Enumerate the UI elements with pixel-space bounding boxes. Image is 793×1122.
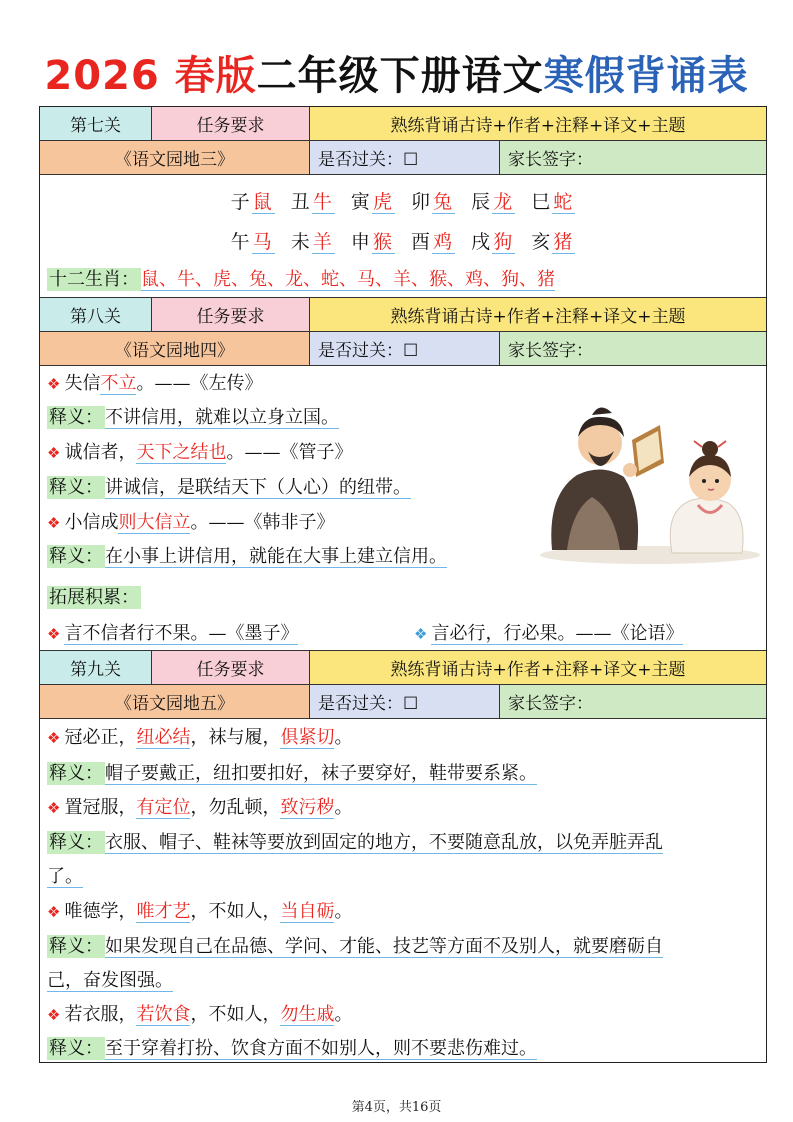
zodiac-row-1: 子鼠 丑牛 寅虎 卯兔 辰龙 巳蛇 xyxy=(230,191,575,213)
diamond-bullet-icon: ❖ xyxy=(414,625,428,643)
section-9-header xyxy=(40,650,766,685)
recitation-sheet xyxy=(39,106,767,1063)
quote-line: ❖ 置冠服，有定位，勿乱顿，致污秽。 xyxy=(47,797,353,818)
explanation-line-cont: 己，奋发图强。 xyxy=(47,970,173,991)
explanation-line: 释义： 如果发现自己在品德、学问、才能、技艺等方面不及别人，就要磨砺自 xyxy=(49,936,663,957)
explanation-line: 释义： 讲诚信，是联结天下（人心）的纽带。 xyxy=(49,477,411,498)
page-number: 第4页，共16页 xyxy=(351,1100,442,1115)
diamond-bullet-icon: ❖ xyxy=(47,1006,61,1024)
explanation-line: 释义： 衣服、帽子、鞋袜等要放到固定的地方，不要随意乱放，以免弄脏弄乱 xyxy=(49,832,663,853)
quote-line: ❖ 唯德学，唯才艺，不如人，当自砺。 xyxy=(47,901,353,922)
unit-name: 《语文园地五》 xyxy=(40,685,310,719)
diamond-bullet-icon: ❖ xyxy=(47,444,61,462)
section-9-info xyxy=(40,685,766,719)
level-label: 第七关 xyxy=(40,107,152,141)
section-7-header xyxy=(40,107,766,141)
section-7-info xyxy=(40,141,766,175)
diamond-bullet-icon: ❖ xyxy=(47,729,61,747)
explanation-line: 释义： 不讲信用，就难以立身立国。 xyxy=(49,407,339,428)
explanation-line-cont: 了。 xyxy=(47,866,83,887)
parent-signature[interactable]: 家长签字： xyxy=(500,332,766,366)
section-8-header xyxy=(40,297,766,332)
quote-line: ❖ 冠必正，纽必结，袜与履，俱紧切。 xyxy=(47,727,353,748)
explanation-line: 释义： 在小事上讲信用，就能在大事上建立信用。 xyxy=(49,546,447,567)
extension-quote: ❖ 言不信者行不果。—《墨子》 xyxy=(47,623,299,644)
section-8-info xyxy=(40,332,766,366)
level-label: 第九关 xyxy=(40,651,152,685)
task-label: 任务要求 xyxy=(152,107,310,141)
diamond-bullet-icon: ❖ xyxy=(47,903,61,921)
quote-line: ❖ 若衣服，若饮食，不如人，勿生戚。 xyxy=(47,1004,353,1025)
extension-label: 拓展积累： xyxy=(49,587,139,608)
diamond-bullet-icon: ❖ xyxy=(47,625,61,643)
diamond-bullet-icon: ❖ xyxy=(47,799,61,817)
quote-line: ❖ 失信不立。——《左传》 xyxy=(47,373,263,394)
zodiac-row-2: 午马 未羊 申猴 酉鸡 戌狗 亥猪 xyxy=(230,231,575,253)
diamond-bullet-icon: ❖ xyxy=(47,375,61,393)
diamond-bullet-icon: ❖ xyxy=(47,514,61,532)
parent-signature[interactable]: 家长签字： xyxy=(500,685,766,719)
zodiac-list: 十二生肖： 鼠、牛、虎、兔、龙、蛇、马、羊、猴、鸡、狗、猪 xyxy=(49,269,555,290)
requirement-text: 熟练背诵古诗+作者+注释+译文+主题 xyxy=(310,107,766,141)
page-title: 2026 春版二年级下册语文寒假背诵表 xyxy=(44,53,749,99)
unit-name: 《语文园地四》 xyxy=(40,332,310,366)
task-label: 任务要求 xyxy=(152,651,310,685)
unit-name: 《语文园地三》 xyxy=(40,141,310,175)
requirement-text: 熟练背诵古诗+作者+注释+译文+主题 xyxy=(310,651,766,685)
pass-checkbox[interactable]: 是否过关：☐ xyxy=(310,685,500,719)
quote-line: ❖ 小信成则大信立。——《韩非子》 xyxy=(47,512,335,533)
quote-line: ❖ 诚信者，天下之结也。——《管子》 xyxy=(47,442,353,463)
extension-quote: ❖ 言必行，行必果。——《论语》 xyxy=(414,623,684,644)
teacher-student-illustration xyxy=(532,385,767,565)
pass-checkbox[interactable]: 是否过关：☐ xyxy=(310,141,500,175)
task-label: 任务要求 xyxy=(152,298,310,332)
level-label: 第八关 xyxy=(40,298,152,332)
explanation-line: 释义： 帽子要戴正，纽扣要扣好，袜子要穿好，鞋带要系紧。 xyxy=(49,763,537,784)
requirement-text: 熟练背诵古诗+作者+注释+译文+主题 xyxy=(310,298,766,332)
parent-signature[interactable]: 家长签字： xyxy=(500,141,766,175)
pass-checkbox[interactable]: 是否过关：☐ xyxy=(310,332,500,366)
explanation-line: 释义： 至于穿着打扮、饮食方面不如别人，则不要悲伤难过。 xyxy=(49,1038,537,1059)
